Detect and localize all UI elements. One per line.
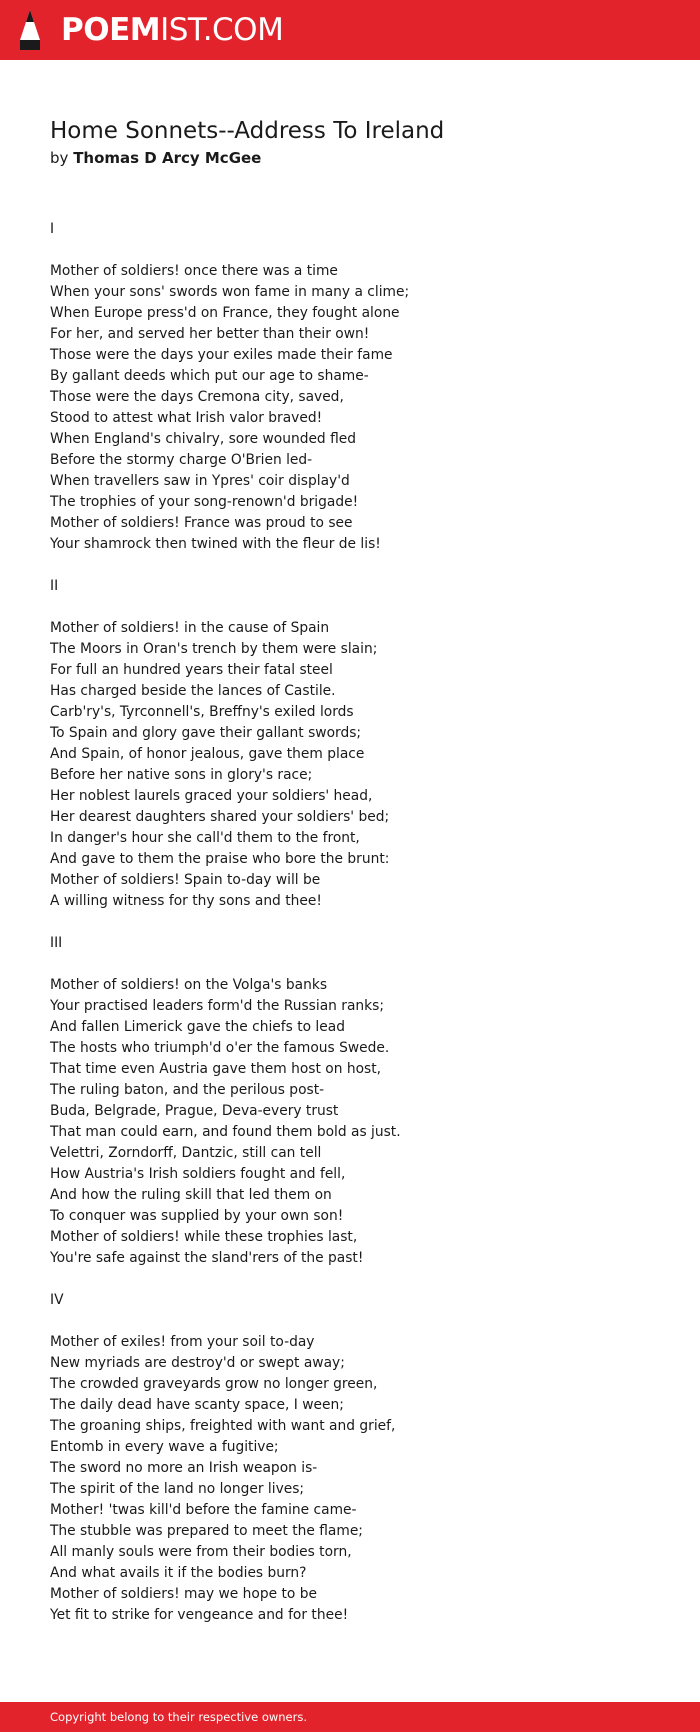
poem-line: Her noblest laurels graced your soldiers' head, [50,788,373,804]
stanza-number: I [50,221,55,237]
poem-body [50,219,650,1647]
stanza-number: II [50,578,59,594]
poem-line: Mother of soldiers! on the Volga's banks [50,977,328,993]
poem-line: All manly souls were from their bodies torn, [50,1544,352,1560]
poem-byline [50,148,261,168]
poem-line: The sword no more an Irish weapon is- [50,1460,318,1476]
poem-line: Has charged beside the lances of Castile. [50,683,336,699]
poem-line: Those were the days your exiles made their fame [50,347,393,363]
poem-line: Mother of soldiers! may we hope to be [50,1586,317,1602]
poem-line: Yet fit to strike for vengeance and for thee! [50,1607,349,1623]
poem-line: The groaning ships, freighted with want and grief, [50,1418,396,1434]
poem-line: Carb'ry's, Tyrconnell's, Breffny's exiled lords [50,704,354,720]
poem-line: The trophies of your song-renown'd brigade! [50,494,359,510]
stanza [50,1332,650,1626]
poem-line: A willing witness for thy sons and thee! [50,893,322,909]
copyright-text: Copyright belong to their respective owners. [50,1710,308,1724]
poem-line: Velettri, Zorndorff, Dantzic, still can tell [50,1145,322,1161]
poem-line: New myriads are destroy'd or swept away; [50,1355,345,1371]
poem-line: You're safe against the sland'rers of the past! [50,1250,364,1266]
poem-line: By gallant deeds which put our age to shame- [50,368,369,384]
poem-line: To conquer was supplied by your own son! [50,1208,344,1224]
by-label: by [50,149,69,167]
poem-line: Mother of soldiers! Spain to-day will be [50,872,321,888]
poem-line: Mother of soldiers! while these trophies last, [50,1229,358,1245]
poem-line: The Moors in Oran's trench by them were slain; [50,641,378,657]
poem-line: Those were the days Cremona city, saved, [50,389,344,405]
poem-line: Mother of soldiers! once there was a time [50,263,338,279]
poem-line: Mother! 'twas kill'd before the famine came- [50,1502,357,1518]
poem-line: When England's chivalry, sore wounded fled [50,431,357,447]
poem-line: That time even Austria gave them host on host, [50,1061,382,1077]
stanza [50,975,650,1269]
poem-line: Her dearest daughters shared your soldiers' bed; [50,809,390,825]
brand-bold-text: POEM [61,12,161,48]
site-header [0,0,700,60]
poem-line: And what avails it if the bodies burn? [50,1565,307,1581]
poem-line: The daily dead have scanty space, I ween; [50,1397,344,1413]
stanza-number: III [50,935,63,951]
poem-line: Before her native sons in glory's race; [50,767,313,783]
poem-line: Before the stormy charge O'Brien led- [50,452,313,468]
poem-line: Mother of soldiers! France was proud to see [50,515,353,531]
poem-line: And fallen Limerick gave the chiefs to lead [50,1019,345,1035]
brand-light-text: IST.COM [160,12,284,48]
poem-line: And how the ruling skill that led them on [50,1187,332,1203]
stanza-number: IV [50,1292,64,1308]
poem-line: When your sons' swords won fame in many a clime; [50,284,410,300]
poem-line: When Europe press'd on France, they fought alone [50,305,400,321]
site-footer [0,1702,700,1732]
poem-line: Mother of exiles! from your soil to-day [50,1334,315,1350]
poem-line: In danger's hour she call'd them to the front, [50,830,360,846]
poem-line: The spirit of the land no longer lives; [50,1481,305,1497]
poem-line: The hosts who triumph'd o'er the famous Swede. [50,1040,390,1056]
poem-title: Home Sonnets--Address To Ireland [50,118,445,144]
stanza [50,618,650,912]
poem-line: Your shamrock then twined with the fleur de lis! [50,536,381,552]
poem-line: When travellers saw in Ypres' coir display'd [50,473,350,489]
poem-line: And Spain, of honor jealous, gave them place [50,746,365,762]
poem-line: The stubble was prepared to meet the flame; [50,1523,363,1539]
poem-line: Buda, Belgrade, Prague, Deva-every trust [50,1103,339,1119]
poem-line: For her, and served her better than their own! [50,326,370,342]
poem-line: Stood to attest what Irish valor braved! [50,410,323,426]
poem-author: Thomas D Arcy McGee [73,149,262,167]
poem-line: Mother of soldiers! in the cause of Spain [50,620,330,636]
poem-line: For full an hundred years their fatal steel [50,662,333,678]
poem-line: And gave to them the praise who bore the brunt: [50,851,390,867]
poem-line: The ruling baton, and the perilous post- [50,1082,325,1098]
pencil-logo-icon[interactable] [18,9,42,51]
poem-line: Entomb in every wave a fugitive; [50,1439,279,1455]
poem-line: Your practised leaders form'd the Russian ranks; [50,998,384,1014]
poem-line: To Spain and glory gave their gallant swords; [50,725,362,741]
poem-line: The crowded graveyards grow no longer green, [50,1376,378,1392]
poem-line: That man could earn, and found them bold as just. [50,1124,401,1140]
stanza [50,261,650,555]
poem-line: How Austria's Irish soldiers fought and fell, [50,1166,346,1182]
site-logo-link[interactable] [61,11,283,49]
